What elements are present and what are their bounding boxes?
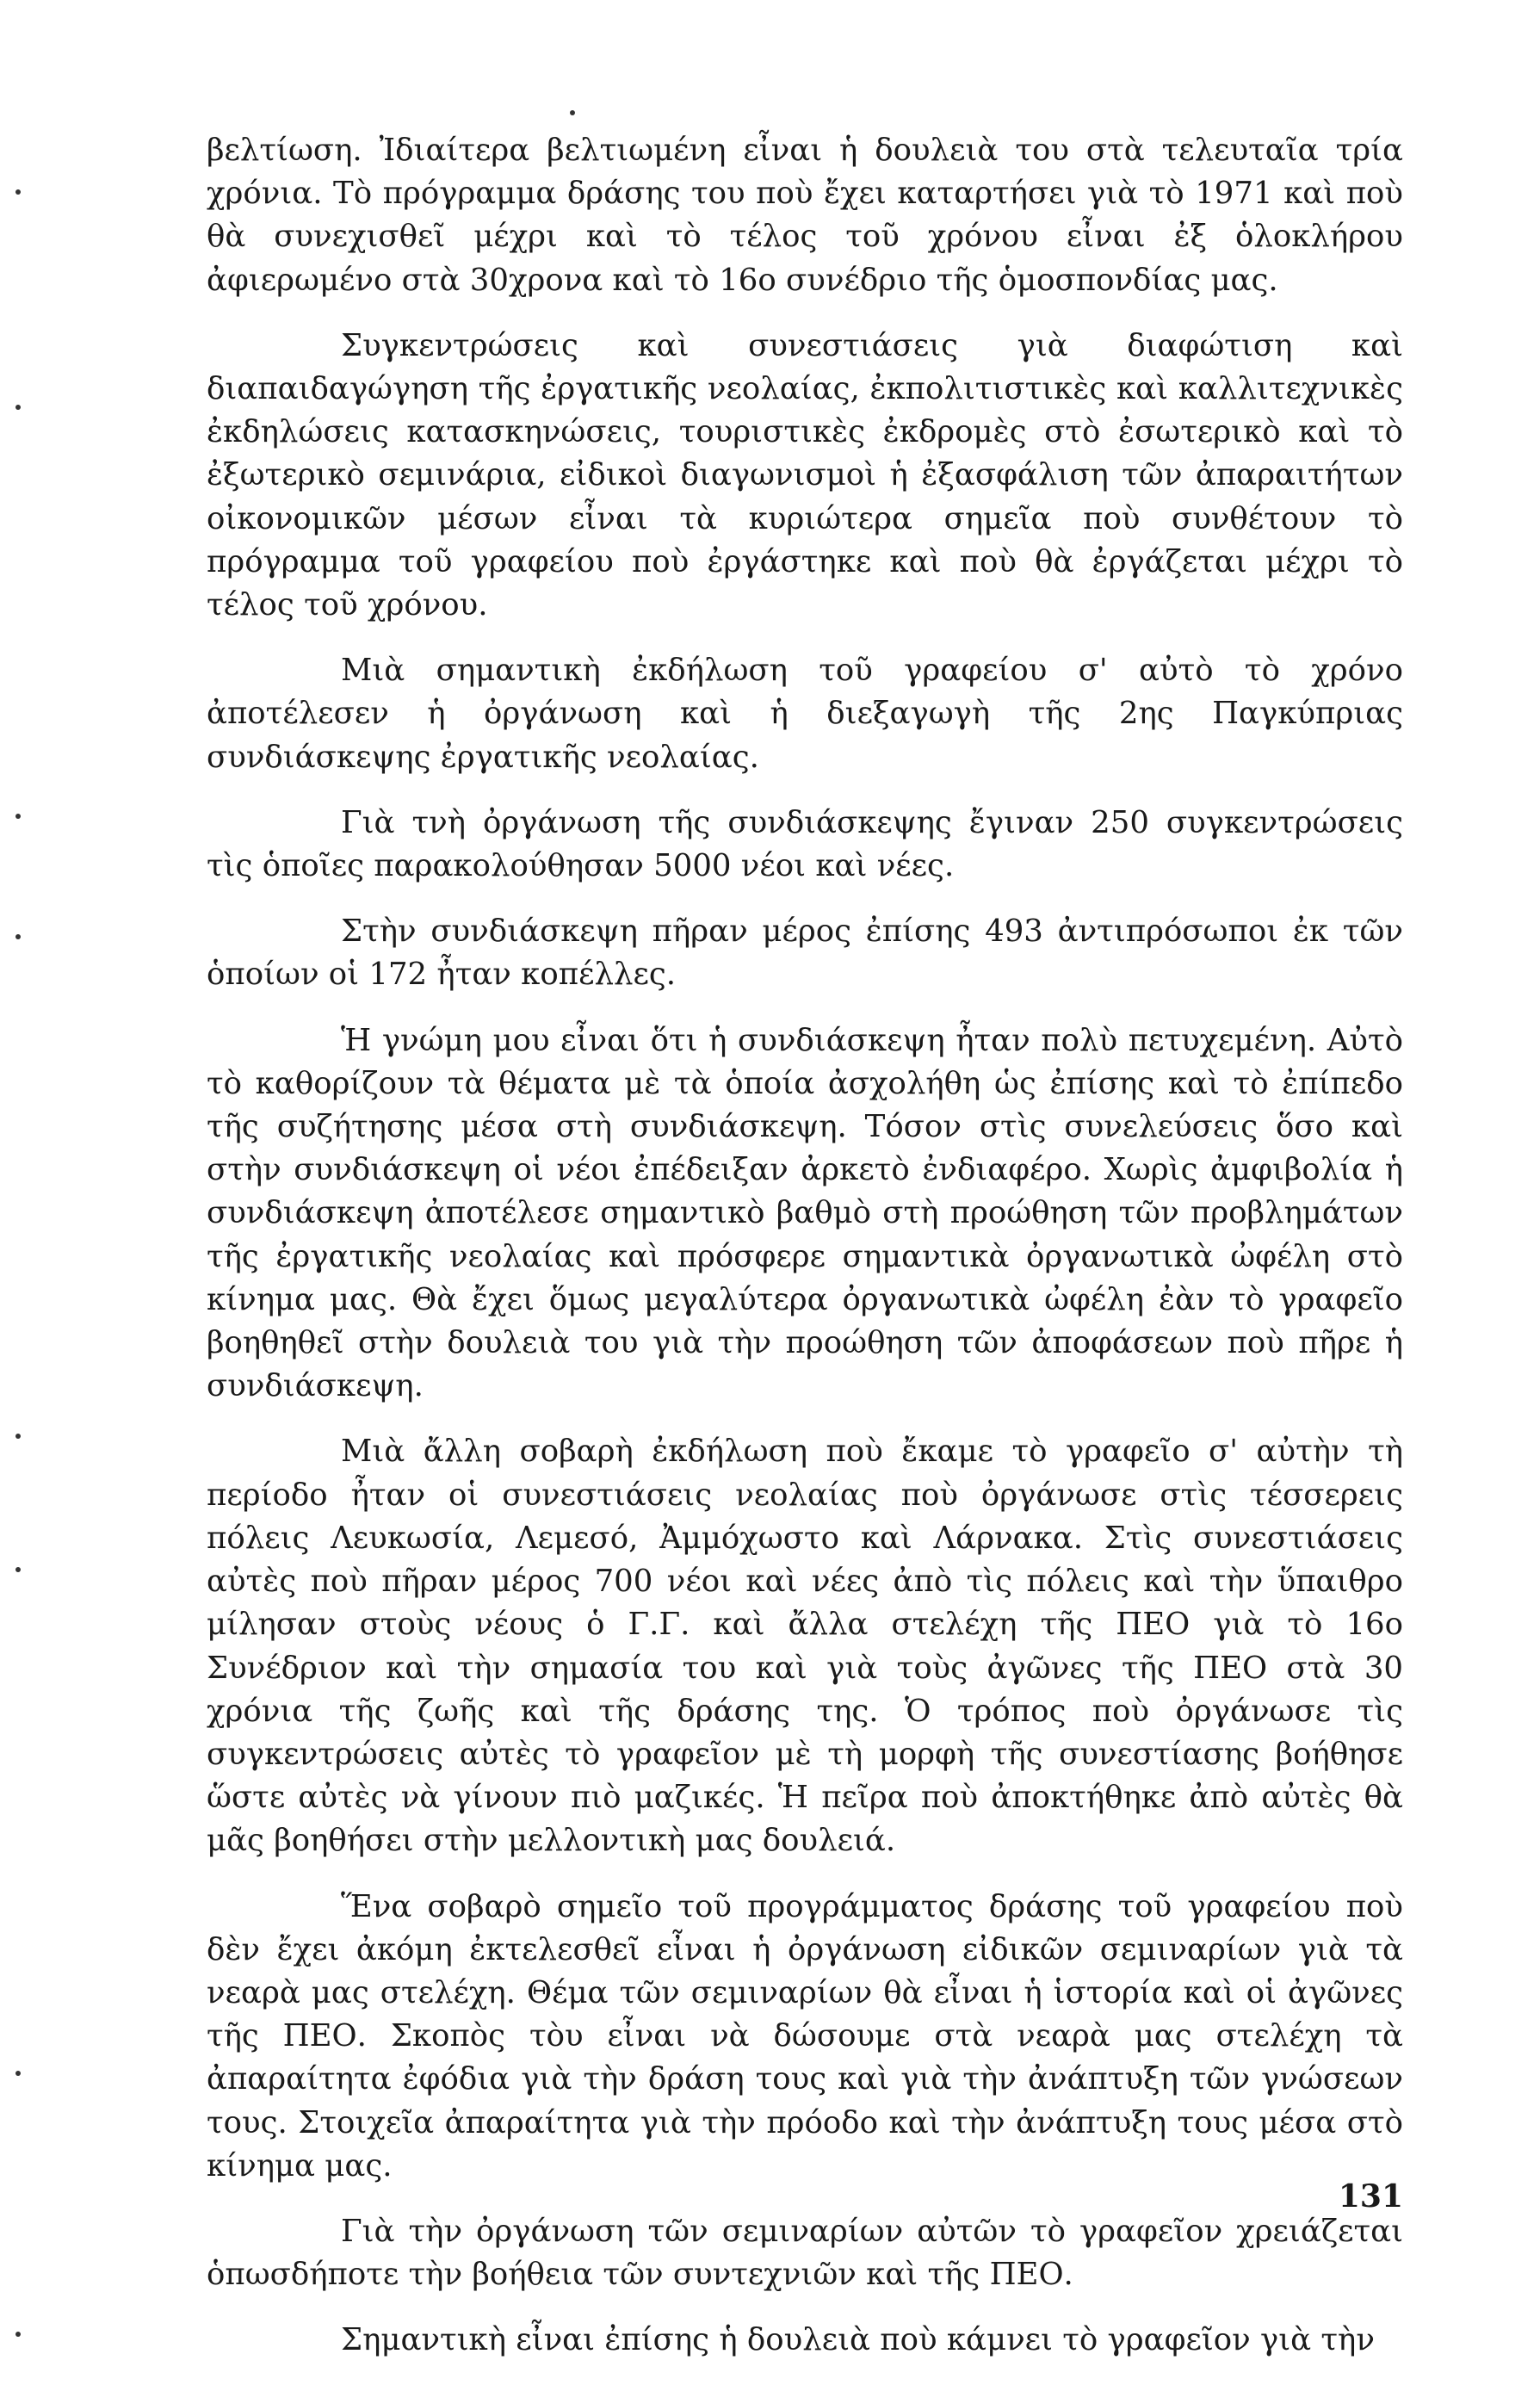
paragraph-7: Μιὰ ἄλλη σοβαρὴ ἐκδήλωση ποὺ ἔκαμε τὸ γραφεῖο σ' αὐτὴν τὴ περίοδο ἦταν οἱ συνεστιάσεις νεολαίας ποὺ ὀργάνωσε στὶς τέσσερεις πόλεις Λευκωσία, Λεμεσό, Ἀμμόχωστο καὶ Λάρνακα. Στὶς συνεστιάσεις αὐτὲς ποὺ πῆραν μέρος 700 νέοι καὶ νέες ἀπὸ τὶς πόλεις καὶ τὴν ὕπαιθρο μίλησαν στοὺς νέους ὁ Γ.Γ. καὶ ἄλλα στελέχη τῆς ΠΕΟ γιὰ τὸ 16ο Συνέδριον καὶ τὴν σημασία του καὶ γιὰ τοὺς ἀγῶνες τῆς ΠΕΟ στὰ 30 χρόνια τῆς ζωῆς καὶ τῆς δράσης της. Ὁ τρόπος ποὺ ὀργάνωσε τὶς συγκεντρώσεις αὐτὲς τὸ γραφεῖον μὲ τὴ μορφὴ τῆς συνεστίασης βοήθησε ὥστε αὐτὲς νὰ γίνουν πιὸ μαζικές. Ἡ πεῖρα ποὺ ἀποκτήθηκε ἀπὸ αὐτὲς θὰ μᾶς βοηθήσει στὴν μελλοντικὴ μας δουλειά.	[207, 1434, 1403, 1859]
scan-speck	[15, 1567, 21, 1572]
scan-speck	[15, 934, 21, 939]
scan-speck	[570, 110, 575, 115]
paragraph-3: Μιὰ σημαντικὴ ἐκδήλωση τοῦ γραφείου σ' αὐτὸ τὸ χρόνο ἀποτέλεσεν ἡ ὀργάνωση καὶ ἡ διεξαγωγὴ τῆς 2ης Παγκύπριας συνδιάσκεψης ἐργατικῆς νεολαίας.	[207, 653, 1403, 775]
paragraph-6: Ἡ γνώμη μου εἶναι ὅτι ἡ συνδιάσκεψη ἦταν πολὺ πετυχεμένη. Αὐτὸ τὸ καθορίζουν τὰ θέματα μὲ τὰ ὁποία ἀσχολήθη ὡς ἐπίσης καὶ τὸ ἐπίπεδο τῆς συζήτησης μέσα στὴ συνδιάσκεψη. Τόσον στὶς συνελεύσεις ὅσο καὶ στὴν συνδιάσκεψη οἱ νέοι ἐπέδειξαν ἀρκετὸ ἐνδιαφέρο. Χωρὶς ἀμφιβολία ἡ συνδιάσκεψη ἀποτέλεσε σημαντικὸ βαθμὸ στὴ προώθηση τῶν προβλημάτων τῆς ἐργατικῆς νεολαίας καὶ πρόσφερε σημαντικὰ ὀργανωτικὰ ὠφέλη στὸ κίνημα μας. Θὰ ἔχει ὅμως μεγαλύτερα ὀργανωτικὰ ὠφέλη ἐὰν τὸ γραφεῖο βοηθηθεῖ στὴν δουλειὰ του γιὰ τὴν προώθηση τῶν ἀποφάσεων ποὺ πῆρε ἡ συνδιάσκεψη.	[207, 1022, 1403, 1404]
scan-speck	[15, 1434, 21, 1439]
paragraph-5: Στὴν συνδιάσκεψη πῆραν μέρος ἐπίσης 493 ἀντιπρόσωποι ἐκ τῶν ὁποίων οἱ 172 ἦταν κοπέλλες.	[207, 914, 1403, 993]
paragraph-2: Συγκεντρώσεις καὶ συνεστιάσεις γιὰ διαφώτιση καὶ διαπαιδαγώγηση τῆς ἐργατικῆς νεολαίας, ἐκπολιτιστικὲς καὶ καλλιτεχνικὲς ἐκδηλώσεις κατασκηνώσεις, τουριστικὲς ἐκδρομὲς στὸ ἐσωτερικὸ καὶ τὸ ἐξωτερικὸ σεμινάρια, εἰδικοὶ διαγωνισμοὶ ἡ ἐξασφάλιση τῶν ἀπαραιτήτων οἰκονομικῶν μέσων εἶναι τὰ κυριώτερα σημεῖα ποὺ συνθέτουν τὸ πρόγραμμα τοῦ γραφείου ποὺ ἐργάστηκε καὶ ποὺ θὰ ἐργάζεται μέχρι τὸ τέλος τοῦ χρόνου.	[207, 327, 1403, 623]
scan-speck	[15, 189, 21, 195]
paragraph-9: Γιὰ τὴν ὀργάνωση τῶν σεμιναρίων αὐτῶν τὸ γραφεῖον χρειάζεται ὁπωσδήποτε τὴν βοήθεια τῶν συντεχνιῶν καὶ τῆς ΠΕΟ.	[207, 2213, 1403, 2293]
page-number: 131	[1338, 2178, 1403, 2215]
paragraph-10: Σημαντικὴ εἶναι ἐπίσης ἡ δουλειὰ ποὺ κάμνει τὸ γραφεῖον γιὰ τὴν	[341, 2322, 1375, 2358]
scan-speck	[15, 814, 21, 819]
scan-speck	[15, 2071, 21, 2076]
paragraph-8: Ἕνα σοβαρὸ σημεῖο τοῦ προγράμματος δράσης τοῦ γραφείου ποὺ δὲν ἔχει ἀκόμη ἐκτελεσθεῖ εἶναι ἡ ὀργάνωση εἰδικῶν σεμιναρίων γιὰ τὰ νεαρὰ μας στελέχη. Θέμα τῶν σεμιναρίων θὰ εἶναι ἡ ἱστορία καὶ οἱ ἀγῶνες τῆς ΠΕΟ. Σκοπὸς τὸυ εἶναι νὰ δώσουμε στὰ νεαρὰ μας στελέχη τὰ ἀπαραίτητα ἐφόδια γιὰ τὴν δράση τους καὶ γιὰ τὴν ἀνάπτυξη τῶν γνώσεων τους. Στοιχεῖα ἀπαραίτητα γιὰ τὴν πρόοδο καὶ τὴν ἀνάπτυξη τους μέσα στὸ κίνημα μας.	[207, 1888, 1403, 2184]
body-text	[207, 129, 1403, 2385]
paragraph-1: βελτίωση. Ἰδιαίτερα βελτιωμένη εἶναι ἡ δουλειὰ του στὰ τελευταῖα τρία χρόνια. Τὸ πρόγραμμα δράσης του ποὺ ἔχει καταρτήσει γιὰ τὸ 1971 καὶ ποὺ θὰ συνεχισθεῖ μέχρι καὶ τὸ τέλος τοῦ χρόνου εἶναι ἐξ ὁλοκλήρου ἀφιερωμένο στὰ 30χρονα καὶ τὸ 16ο συνέδριο τῆς ὁμοσπονδίας μας.	[207, 133, 1403, 298]
paragraph-4: Γιὰ τνὴ ὀργάνωση τῆς συνδιάσκεψης ἔγιναν 250 συγκεντρώσεις τὶς ὁποῖες παρακολούθησαν 5000 νέοι καὶ νέες.	[207, 804, 1403, 884]
scan-speck	[15, 405, 21, 410]
scan-speck	[15, 2332, 21, 2337]
